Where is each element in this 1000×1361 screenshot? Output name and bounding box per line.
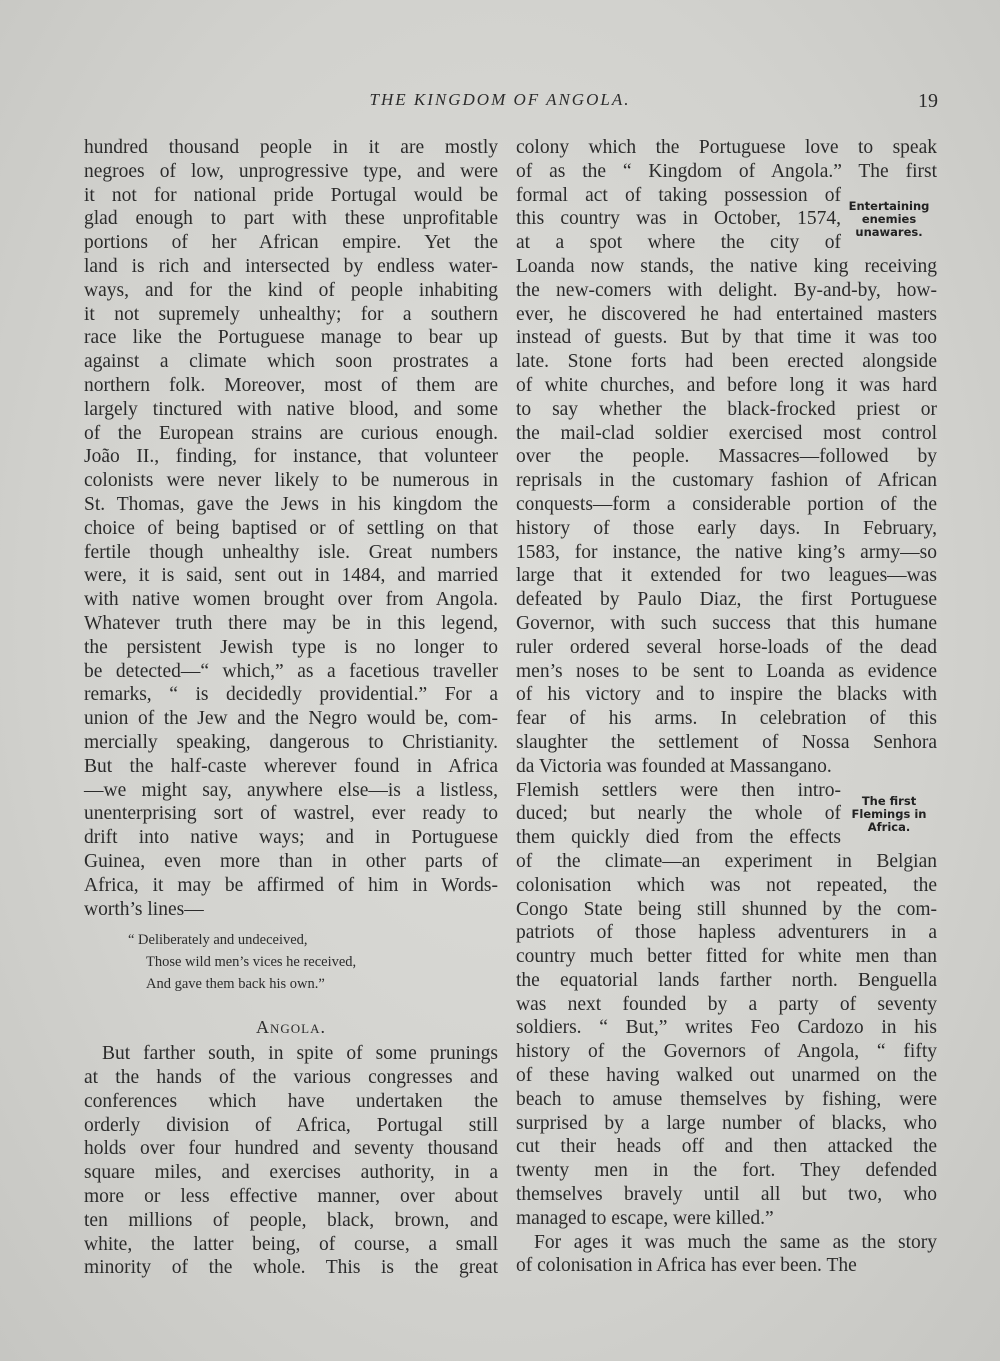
text-line: remarks, “ is decidedly providential.” For a: [84, 684, 498, 706]
text-line: da Victoria was founded at Massangano.: [516, 755, 832, 777]
verse-line: “ Deliberately and undeceived,: [128, 932, 308, 949]
text-line: the new-comers with delight. By-and-by, how-: [516, 279, 937, 301]
section-heading: Angola.: [256, 1017, 326, 1038]
text-line: of the European strains are curious enough.: [84, 422, 498, 444]
left-paragraph: [84, 136, 498, 921]
verse-line: Those wild men’s vices he received,: [146, 954, 357, 971]
page-number: 19: [918, 90, 938, 112]
text-line: of these having walked out unarmed on the: [516, 1065, 937, 1087]
text-line: defeated by Paulo Diaz, the first Portuguese: [516, 589, 937, 611]
text-line: St. Thomas, gave the Jews in his kingdom the: [84, 493, 498, 515]
text-line: 1583, for instance, the native king’s army—so: [516, 541, 937, 563]
text-line: history of the Governors of Angola, “ fifty: [516, 1041, 937, 1063]
text-line: conferences which have undertaken the: [84, 1090, 498, 1112]
text-line: orderly division of Africa, Portugal still: [84, 1114, 498, 1136]
text-line: duced; but nearly the whole of: [516, 803, 841, 825]
right-paragraph-middle: [516, 255, 937, 779]
text-line: of the climate—an experiment in Belgian: [516, 850, 937, 872]
text-line: race like the Portuguese manage to bear up: [84, 327, 498, 349]
running-title: THE KINGDOM OF ANGOLA.: [369, 90, 631, 109]
text-line: surprised by a large number of blacks, who: [516, 1112, 937, 1134]
text-line: at the hands of the various congresses and: [84, 1067, 498, 1089]
text-line: Guinea, even more than in other parts of: [84, 850, 498, 872]
text-line: it not for national pride Portugal would be: [84, 184, 498, 206]
note-block-text: [516, 779, 841, 850]
text-line: hundred thousand people in it are mostly: [84, 137, 498, 158]
text-line: worth’s lines—: [84, 898, 204, 920]
text-line: holds over four hundred and seventy thousand: [84, 1138, 498, 1160]
text-line: were, it is said, sent out in 1484, and married: [84, 565, 498, 587]
text-line: square miles, and exercises authority, in a: [84, 1162, 498, 1184]
text-line: of white churches, and before long it was hard: [516, 374, 937, 396]
text-line: themselves bravely until all but two, who: [516, 1184, 937, 1206]
text-line: choice of being baptised or of settling on that: [84, 517, 498, 539]
text-line: fear of his arms. In celebration of this: [516, 708, 937, 730]
text-line: Governor, with such success that this humane: [516, 612, 937, 634]
text-line: at a spot where the city of: [516, 232, 841, 254]
text-line: it not supremely unhealthy; for a southern: [84, 303, 498, 325]
text-line: of colonisation in Africa has ever been. The: [516, 1255, 857, 1277]
text-line: negroes of low, unprogressive type, and were: [84, 160, 498, 182]
text-line: drift into native ways; and in Portuguese: [84, 827, 498, 849]
sidenote-first-flemings: The first Flemings in Africa.: [851, 793, 927, 834]
text-line: But farther south, in spite of some prunings: [102, 1043, 498, 1065]
text-line: of as the “ Kingdom of Angola.” The first: [516, 160, 937, 182]
text-line: formal act of taking possession of: [516, 184, 841, 206]
text-line: union of the Jew and the Negro would be, com-: [84, 708, 498, 730]
text-line: soldiers. “ But,” writes Feo Cardozo in his: [516, 1017, 937, 1039]
text-line: For ages it was much the same as the story: [534, 1231, 937, 1253]
text-line: to say whether the black-frocked priest or: [516, 398, 937, 420]
right-paragraph-end: [516, 850, 937, 1278]
text-line: But the half-caste wherever found in Africa: [84, 755, 498, 777]
text-line: minority of the whole. This is the great: [84, 1257, 498, 1279]
text-line: large that it extended for two leagues—was: [516, 565, 937, 587]
text-line: them quickly died from the effects: [516, 827, 841, 849]
text-line: Africa, it may be affirmed of him in Words-: [84, 874, 498, 896]
text-line: portions of her African empire. Yet the: [84, 232, 498, 254]
text-line: of his victory and to inspire the blacks with: [516, 684, 937, 706]
text-line: patriots of those hapless adventurers in a: [516, 922, 937, 944]
note-block-text: [516, 184, 841, 255]
text-line: ruler ordered several horse-loads of the dead: [516, 636, 937, 658]
text-line: slaughter the settlement of Nossa Senhora: [516, 731, 937, 753]
text-line: northern folk. Moreover, most of them are: [84, 374, 498, 396]
text-line: Flemish settlers were then intro-: [516, 779, 841, 801]
text-line: cut their heads off and then attacked the: [516, 1136, 937, 1158]
text-line: ever, he discovered he had entertained masters: [516, 303, 937, 325]
text-line: conquests—form a considerable portion of the: [516, 493, 937, 515]
text-line: ten millions of people, black, brown, and: [84, 1209, 498, 1231]
text-line: was next founded by a party of seventy: [516, 993, 937, 1015]
text-line: the mail-clad soldier exercised most control: [516, 422, 937, 444]
text-line: be detected—“ which,” as a facetious traveller: [84, 660, 498, 682]
text-line: white, the latter being, of course, a small: [84, 1233, 498, 1255]
text-line: twenty men in the fort. They defended: [516, 1160, 937, 1182]
text-line: colony which the Portuguese love to speak: [516, 137, 937, 158]
text-line: Whatever truth there may be in this legend,: [84, 612, 498, 634]
text-line: history of those early days. In February,: [516, 517, 937, 539]
text-line: beach to amuse themselves by fishing, were: [516, 1088, 937, 1110]
text-line: largely tinctured with native blood, and some: [84, 398, 498, 420]
verse-quote: [128, 929, 498, 995]
text-line: over the people. Massacres—followed by: [516, 446, 937, 468]
text-line: this country was in October, 1574,: [516, 208, 841, 230]
text-line: —we might say, anywhere else—is a listless,: [84, 779, 498, 801]
text-line: land is rich and intersected by endless water-: [84, 255, 498, 277]
text-line: the equatorial lands farther north. Benguella: [516, 969, 937, 991]
left-column: [84, 136, 498, 1280]
text-line: against a climate which soon prostrates a: [84, 351, 498, 373]
text-line: more or less effective manner, over about: [84, 1186, 498, 1208]
margin-note-block-2: [516, 779, 937, 850]
right-paragraph-start: [516, 136, 937, 184]
text-line: with native women brought over from Angola.: [84, 589, 498, 611]
text-line: reprisals in the customary fashion of African: [516, 470, 937, 492]
text-line: the persistent Jewish type is no longer to: [84, 636, 498, 658]
text-line: instead of guests. But by that time it was too: [516, 327, 937, 349]
sidenote-entertaining-enemies: Entertaining enemies unawares.: [848, 198, 930, 239]
text-line: ways, and for the kind of people inhabiting: [84, 279, 498, 301]
angola-paragraph: [84, 1042, 498, 1280]
text-line: late. Stone forts had been erected alongside: [516, 351, 937, 373]
text-line: unenterprising sort of wastrel, ever ready to: [84, 803, 498, 825]
text-line: men’s noses to be sent to Loanda as evidence: [516, 660, 937, 682]
verse-line: And gave them back his own.”: [146, 976, 325, 993]
margin-note-block-1: [516, 184, 937, 255]
text-line: Loanda now stands, the native king receiving: [516, 255, 937, 277]
text-line: fertile though unhealthy isle. Great numbers: [84, 541, 498, 563]
text-line: colonisation which was not repeated, the: [516, 874, 937, 896]
text-line: country much better fitted for white men than: [516, 946, 937, 968]
text-line: Congo State being still shunned by the com-: [516, 898, 937, 920]
text-line: mercially speaking, dangerous to Christianity.: [84, 731, 498, 753]
text-line: colonists were never likely to be numerous in: [84, 470, 498, 492]
text-line: glad enough to part with these unprofitable: [84, 208, 498, 230]
right-column: [516, 136, 937, 1278]
text-line: João II., finding, for instance, that volunteer: [84, 446, 498, 468]
text-line: managed to escape, were killed.”: [516, 1207, 774, 1229]
